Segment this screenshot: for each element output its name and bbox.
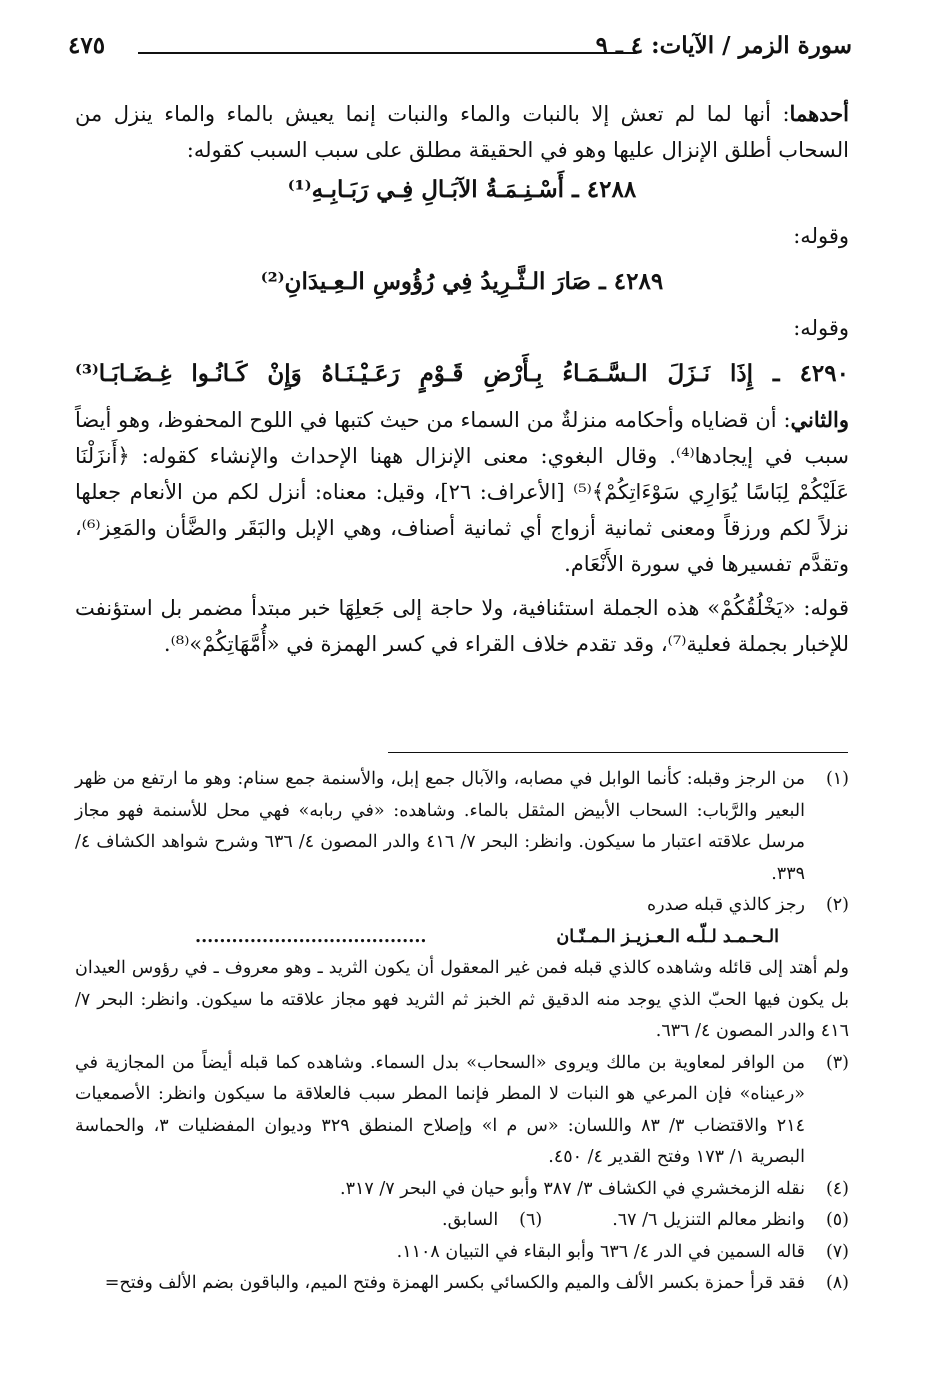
footnote-text: فقد قرأ حمزة بكسر الألف والميم والكسائي بكسر الهمزة وفتح الميم، والباقون بضم الألف وفتح=	[104, 1273, 805, 1293]
footnote-8	[75, 1268, 849, 1300]
lead-word-first: أحدهما	[789, 101, 849, 126]
footnote-number: (٥)	[825, 1210, 849, 1230]
footnote-text: ولم أهتد إلى قائله وشاهده كالذي قبله فمن غير المعقول أن يكون الثريد ـ وهو معروف ـ في رؤوس العيدان بل يكون فيها الحبّ الذي يوجد منه الدقيق ثم الخبز ثم الثريد فهو مجاز علاقته ما سيكون. وانظر: البحر ٧/ ٤١٦ والدر المصون ٤/ ٦٣٦.	[75, 958, 849, 1041]
header-rule	[138, 52, 637, 54]
footnote-text: السابق.	[442, 1210, 499, 1230]
footnotes	[75, 764, 849, 1300]
page-header	[68, 28, 852, 62]
quote-label: وقوله:	[793, 224, 849, 248]
footnote-number: (٣)	[825, 1052, 849, 1073]
verse-4290: ٤٢٩٠ ـ إِذَا نَـزَلَ الـسَّـمَـاءُ بِـأَرْضِ قَـوْمٍ رَعَـيْـنَـاهُ وَإِنْ كَـانُـوا غِـضَـابَـا⁽³⁾	[75, 360, 849, 387]
paragraph-second	[75, 402, 849, 582]
footnote-text: من الوافر لمعاوية بن مالك ويروى «السحاب» بدل السماء. وشاهده كما قبله أيضاً من المجازية في «رعيناه» فإن المرعي هو النبات لا المطر فإنما المطر سبب فالعلاقة ما سيكون وانظر: الأصمعيات ٢١٤ والاقتضاب ٣/ ٨٣ واللسان: «س م ا» وإصلاح المنطق ٣٢٩ وديوان المفضليات ٣، والحماسة البصرية ١/ ١٧٣ وفتح القدير ٤/ ٤٥٠.	[75, 1052, 805, 1167]
footnote-text: قاله السمين في الدر ٤/ ٦٣٦ وأبو البقاء في التبيان ١١٠٨.	[396, 1241, 805, 1262]
footnote-1	[75, 764, 849, 890]
footnote-number: (٦)	[519, 1210, 543, 1230]
surah-title: سورة الزمر / الآيات: ٤ ـ ٩	[595, 32, 852, 59]
footnote-text: رجز كالذي قبله صدره	[647, 895, 805, 915]
paragraph-second-text: : أن قضاياه وأحكامه منزلةٌ من السماء من حيث كتبها في اللوح المحفوظ، وهو أيضاً سبب في إيجادها⁽⁴⁾. وقال البغوي: معنى الإنزال ههنا الإحداث والإنشاء كقوله: ﴿أَنزَلْنَا عَلَيْكُمْ لِبَاسًا يُوَارِي سَوْءَاتِكُمْ﴾⁽⁵⁾ [الأعراف: ٢٦]، وقيل: معناه: أنزل لكم من الأنعام جعلها نزلاً لكم ورزقاً ومعنى ثمانية أزواج أي ثمانية أصناف، وهي الإبل والبَقَر والضَّأن والمَعِز⁽⁶⁾، وتقدَّم تفسيرها في سورة الأَنْعَام.	[75, 408, 850, 576]
footnote-3	[75, 1048, 849, 1174]
verse-4289: ٤٢٨٩ ـ صَارَ الـثَّـرِيدُ فِي رُؤُوسِ الـعِـيدَانِ⁽²⁾	[260, 268, 664, 295]
footnote-number: (٧)	[825, 1241, 849, 1262]
footnote-7	[75, 1237, 849, 1269]
footnote-2	[75, 890, 849, 922]
lead-word-second: والثاني	[790, 407, 849, 432]
poem-hemistich: الـحـمـد لـلّـه الـعـزيـز الـمـنّـان	[556, 926, 779, 947]
footnote-4	[75, 1174, 849, 1206]
footnote-text: نقله الزمخشري في الكشاف ٣/ ٣٨٧ وأبو حيان في البحر ٧/ ٣١٧.	[340, 1178, 805, 1199]
paragraph-first-text: : أنها لما لم تعش إلا بالنبات والماء والنبات إنما يعيش بالماء والماء ينزل من السحاب أطلق الإنزال عليها وهو في الحقيقة مطلق على سبب السبب كقوله:	[75, 102, 849, 162]
footnote-number: (٢)	[825, 895, 849, 915]
verse-4288: ٤٢٨٨ ـ أَسْـنِـمَـةُ الآبَـالِ فِـي رَبَـابِـهِ⁽¹⁾	[287, 176, 637, 203]
footnote-number: (٨)	[825, 1273, 849, 1293]
footnote-6	[442, 1205, 542, 1237]
paragraph-first	[75, 96, 849, 168]
page-number: ٤٧٥	[68, 32, 106, 59]
footnote-text: من الرجز وقبله: كأنما الوابل في مصابه، والآبال جمع إبل، والأسنمة جمع سنام: وهو ما ارتفع من ظهر البعير والرَّباب: السحاب الأبيض المثقل بالماء. وشاهده: «في ربابه» فهي محل للأسنمة فهو مجاز مرسل علاقته اعتبار ما سيكون. وانظر: البحر ٧/ ٤١٦ والدر المصون ٤/ ٦٣٦ وشرح شواهد الكشاف ٤/ ٣٣٩.	[75, 769, 806, 884]
footnote-2-continuation	[75, 953, 849, 1048]
footnote-rule	[388, 752, 848, 753]
footnote-text: وانظر معالم التنزيل ٦/ ٦٧.	[612, 1210, 805, 1230]
footnote-number: (٤)	[825, 1178, 849, 1199]
footnote-5	[612, 1205, 849, 1237]
quote-label: وقوله:	[793, 316, 849, 340]
poem-hemistich-missing: ......................................	[195, 926, 427, 947]
main-text	[75, 96, 849, 662]
paragraph-third: قوله: «يَخْلُقُكُمْ» هذه الجملة استئنافية، ولا حاجة إلى جَعلِهَا خبر مبتدأ مضمر بل استؤنفت للإخبار بجملة فعلية⁽⁷⁾، وقد تقدم خلاف القراء في كسر الهمزة في «أُمَّهَاتِكُمْ»⁽⁸⁾.	[75, 596, 849, 656]
footnote-number: (١)	[825, 769, 849, 789]
footnote-2-poem-line	[75, 922, 849, 954]
footnotes-5-6	[75, 1205, 849, 1237]
